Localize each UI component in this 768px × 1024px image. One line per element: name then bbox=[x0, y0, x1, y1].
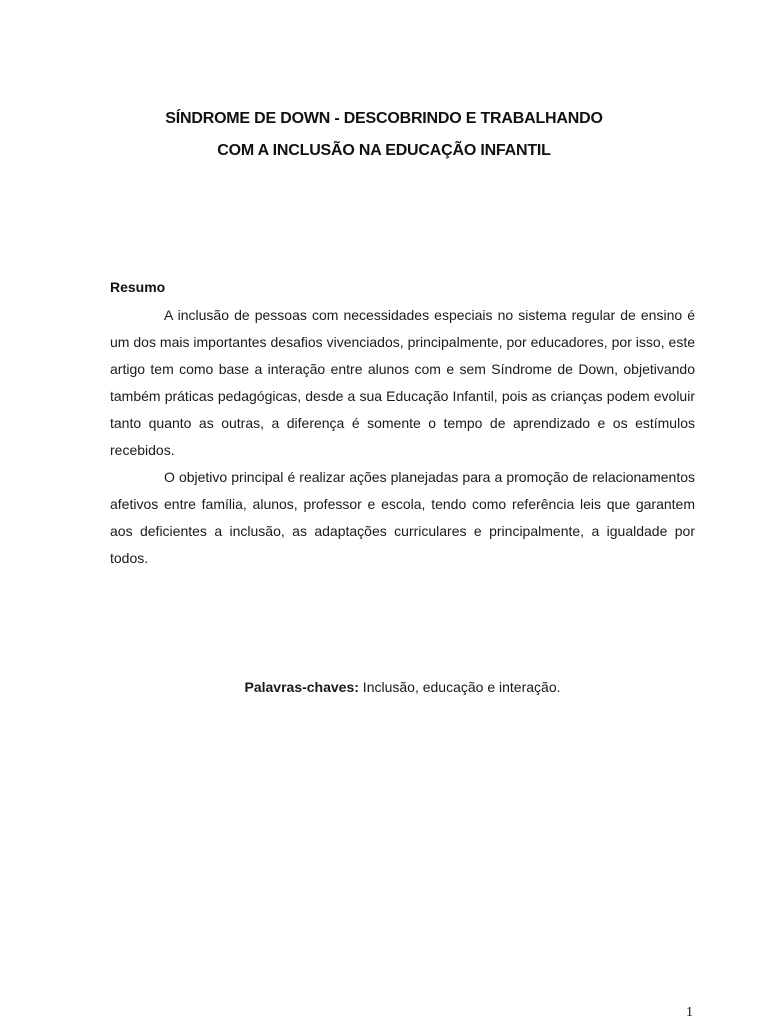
keywords-label: Palavras-chaves: bbox=[244, 679, 359, 695]
abstract-body bbox=[110, 302, 695, 572]
abstract-heading: Resumo bbox=[110, 279, 166, 295]
abstract-paragraph-1: A inclusão de pessoas com necessidades especiais no sistema regular de ensino é um dos mais importantes desafios vivenciados, principalmente, por educadores, por isso, este artigo tem como base a interação entre alunos com e sem Síndrome de Down, objetivando também práticas pedagógicas, desde a sua Educação Infantil, pois as crianças podem evoluir tanto quanto as outras, a diferença é somente o tempo de aprendizado e os estímulos recebidos. bbox=[110, 307, 695, 458]
document-title-line-1: SÍNDROME DE DOWN - DESCOBRINDO E TRABALHANDO bbox=[165, 110, 603, 127]
abstract-paragraph-2: O objetivo principal é realizar ações planejadas para a promoção de relacionamentos afetivos entre família, alunos, professor e escola, tendo como referência leis que garantem aos deficientes a inclusão, as adaptações curriculares e principalmente, a igualdade por todos. bbox=[110, 469, 695, 566]
keywords-text: Inclusão, educação e interação. bbox=[358, 679, 561, 695]
page-number: 1 bbox=[686, 1005, 693, 1020]
document-title-line-2: COM A INCLUSÃO NA EDUCAÇÃO INFANTIL bbox=[217, 142, 551, 159]
keywords-line bbox=[0, 679, 768, 695]
